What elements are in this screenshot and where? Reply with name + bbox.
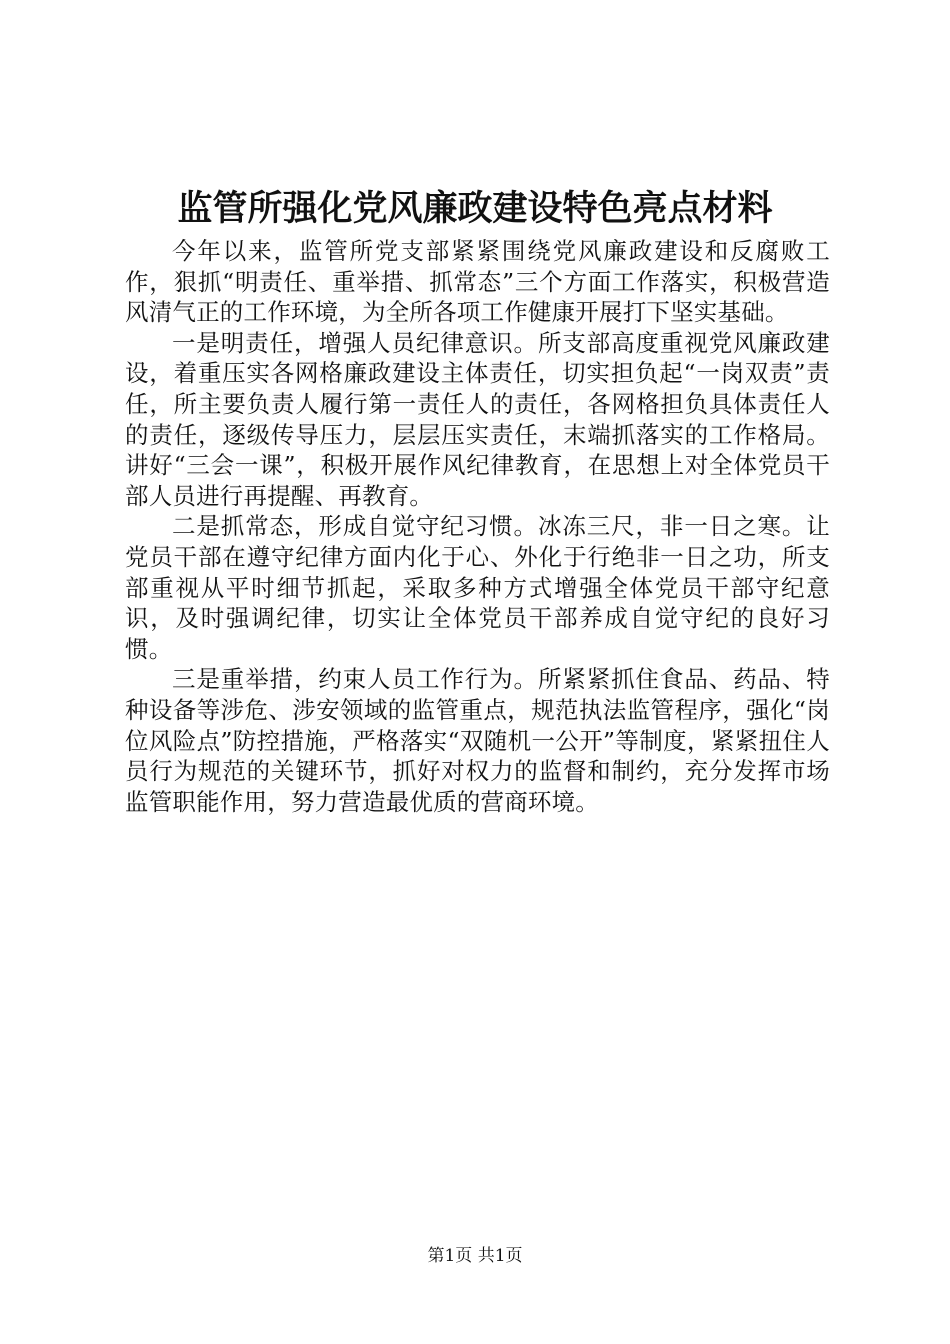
document-body — [125, 236, 830, 817]
page-footer: 第1页 共1页 — [427, 1246, 523, 1266]
paragraph-intro: 今年以来，监管所党支部紧紧围绕党风廉政建设和反腐败工作，狠抓“明责任、重举措、抓常态”三个方面工作落实，积极营造风清气正的工作环境，为全所各项工作健康开展打下坚实基础。 — [125, 237, 830, 327]
paragraph-responsibility: 一是明责任，增强人员纪律意识。所支部高度重视党风廉政建设，着重压实各网格廉政建设主体责任，切实担负起“一岗双责”责任，所主要负责人履行第一责任人的责任，各网格担负具体责任人的责任，逐级传导压力，层层压实责任，末端抓落实的工作格局。讲好“三会一课”，积极开展作风纪律教育，在思想上对全体党员干部人员进行再提醒、再教育。 — [125, 328, 830, 510]
document-title: 监管所强化党风廉政建设特色亮点材料 — [177, 188, 773, 229]
paragraph-routine: 二是抓常态，形成自觉守纪习惯。冰冻三尺，非一日之寒。让党员干部在遵守纪律方面内化于心、外化于行绝非一日之功，所支部重视从平时细节抓起，采取多种方式增强全体党员干部守纪意识，及时强调纪律，切实让全体党员干部养成自觉守纪的良好习惯。 — [125, 512, 830, 663]
paragraph-measures: 三是重举措，约束人员工作行为。所紧紧抓住食品、药品、特种设备等涉危、涉安领域的监管重点，规范执法监管程序，强化“岗位风险点”防控措施，严格落实“双随机一公开”等制度，紧紧扭住人员行为规范的关键环节，抓好对权力的监督和制约，充分发挥市场监管职能作用，努力营造最优质的营商环境。 — [125, 665, 830, 816]
